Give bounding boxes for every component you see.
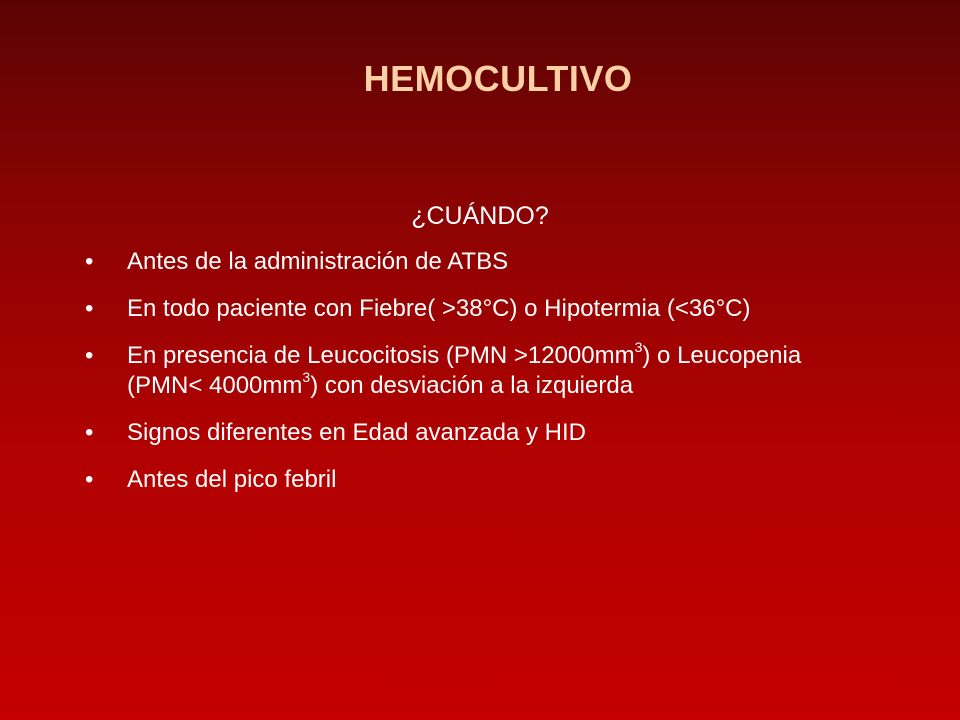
bullet-text (127, 465, 855, 495)
bullet-text (127, 294, 855, 324)
bullet-item (85, 418, 855, 448)
bullet-text-segment: En todo paciente con Fiebre( >38°C) o Hipotermia (<36°C) (127, 295, 751, 322)
bullet-marker: • (85, 295, 94, 322)
bullet-text (127, 341, 855, 401)
bullet-marker: • (85, 342, 94, 369)
superscript: 3 (302, 369, 311, 385)
bullet-marker: • (85, 419, 94, 446)
bullet-text-segment: ) con desviación a la izquierda (310, 372, 634, 399)
subheading-cuando: ¿CUÁNDO? (411, 202, 549, 230)
bullet-text-segment: Antes del pico febril (127, 466, 337, 493)
superscript: 3 (634, 339, 643, 355)
bullet-item (85, 247, 855, 277)
bullet-list (85, 247, 855, 512)
bullet-text-segment: Signos diferentes en Edad avanzada y HID (127, 419, 586, 446)
bullet-item (85, 465, 855, 495)
bullet-item (85, 294, 855, 324)
bullet-marker: • (85, 466, 94, 493)
bullet-text (127, 247, 855, 277)
bullet-item (85, 341, 855, 401)
bullet-text-segment: ) o Leucopenia (PMN< 4000mm (127, 342, 802, 399)
bullet-text (127, 418, 855, 448)
bullet-marker: • (85, 248, 94, 275)
slide-title: HEMOCULTIVO (363, 58, 633, 99)
bullet-text-segment: Antes de la administración de ATBS (127, 248, 509, 275)
bullet-text-segment: En presencia de Leucocitosis (PMN >12000mm (127, 342, 635, 369)
